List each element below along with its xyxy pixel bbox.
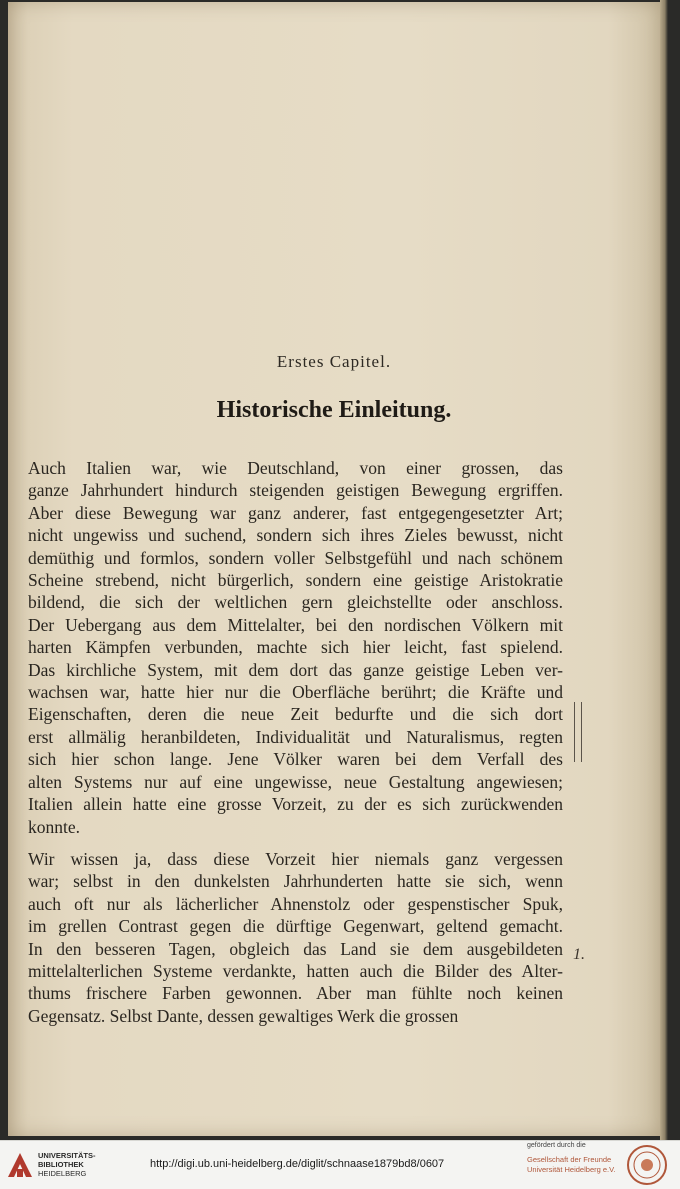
section-heading: Historische Einleitung. xyxy=(216,397,452,423)
chapter-title: Erstes Capitel. xyxy=(276,352,392,371)
text-line: auch oft nur als lächerlicher Ahnenstolz oder gespenstischer Spuk, xyxy=(28,893,563,914)
margin-note: 1. xyxy=(573,946,585,963)
body-text xyxy=(28,457,563,1027)
page-url[interactable]: http://digi.ub.uni-heidelberg.de/diglit/schnaase1879bd8/0607 xyxy=(150,1158,445,1170)
library-logo-icon xyxy=(6,1149,34,1179)
text-line: erst allmälig heranbildeten, Individualität und Naturalismus, regten xyxy=(28,726,563,747)
library-logo-text xyxy=(38,1151,96,1178)
text-line: demüthig und formlos, sondern voller Selbstgefühl und nach schönem xyxy=(28,547,563,568)
university-seal-icon xyxy=(626,1144,668,1186)
text-line: Scheine strebend, nicht bürgerlich, sondern eine geistige Aristokratie xyxy=(28,570,563,591)
text-line: Italien allein hatte eine grosse Vorzeit, zu der es sich zurückwenden xyxy=(28,794,563,815)
page-edge xyxy=(660,0,668,1140)
logo-line-1: UNIVERSITÄTS- xyxy=(38,1151,96,1160)
text-line: alten Systems nur auf eine ungewisse, neue Gestaltung angewiesen; xyxy=(28,771,563,792)
text-line: In den besseren Tagen, obgleich das Land sie dem ausgebildeten xyxy=(28,938,563,959)
text-line: wachsen war, hatte hier nur die Oberfläche berührt; die Kräfte und xyxy=(28,682,563,703)
footer-bar xyxy=(0,1140,680,1189)
text-line: thums frischere Farben gewonnen. Aber man fühlte noch keinen xyxy=(28,983,563,1004)
text-line: Das kirchliche System, mit dem dort das ganze geistige Leben ver- xyxy=(28,659,563,680)
text-line: im grellen Contrast gegen die dürftige Gegenwart, geltend gemacht. xyxy=(28,916,563,937)
logo-line-3: HEIDELBERG xyxy=(38,1169,87,1178)
text-line: Eigenschaften, deren die neue Zeit bedurfte und die sich dort xyxy=(28,704,563,725)
book-page xyxy=(8,2,660,1136)
funded-by-label: gefördert durch die xyxy=(527,1142,586,1149)
text-line: mittelalterlichen Systeme verdankte, hatten auch die Bilder des Alter- xyxy=(28,960,563,981)
text-line: ganze Jahrhundert hindurch steigenden geistigen Bewegung ergriffen. xyxy=(28,480,563,501)
text-line: Der Uebergang aus dem Mittelalter, bei den nordischen Völkern mit xyxy=(28,614,563,635)
text-line: Auch Italien war, wie Deutschland, von einer grossen, das xyxy=(28,458,563,478)
society-line-2: Universität Heidelberg e.V. xyxy=(527,1165,616,1174)
text-line: nicht ungewiss und suchend, sondern sich ihres Zieles bewusst, nicht xyxy=(28,525,563,546)
paragraph-1 xyxy=(28,457,563,838)
text-line: sich hier schon lange. Jene Völker waren bei dem Verfall des xyxy=(28,749,563,770)
text-line: Wir wissen ja, dass diese Vorzeit hier niemals ganz vergessen xyxy=(28,848,563,869)
society-name xyxy=(527,1155,616,1175)
logo-line-2: BIBLIOTHEK xyxy=(38,1160,84,1169)
text-line: bildend, die sich der weltlichen gern gleichstellte oder anschloss. xyxy=(28,592,563,613)
margin-bars xyxy=(574,702,582,762)
text-line: harten Kämpfen verbunden, machte sich hier leicht, fast spielend. xyxy=(28,637,563,658)
text-line: war; selbst in den dunkelsten Jahrhunderten hatte sie sich, wenn xyxy=(28,871,563,892)
text-line: Aber diese Bewegung war ganz anderer, fast entgegengesetzter Art; xyxy=(28,502,563,523)
text-line: konnte. xyxy=(28,816,81,837)
society-line-1: Gesellschaft der Freunde xyxy=(527,1155,612,1164)
paragraph-2 xyxy=(28,848,563,1027)
text-line: Gegensatz. Selbst Dante, dessen gewaltiges Werk die grossen xyxy=(28,1005,459,1026)
